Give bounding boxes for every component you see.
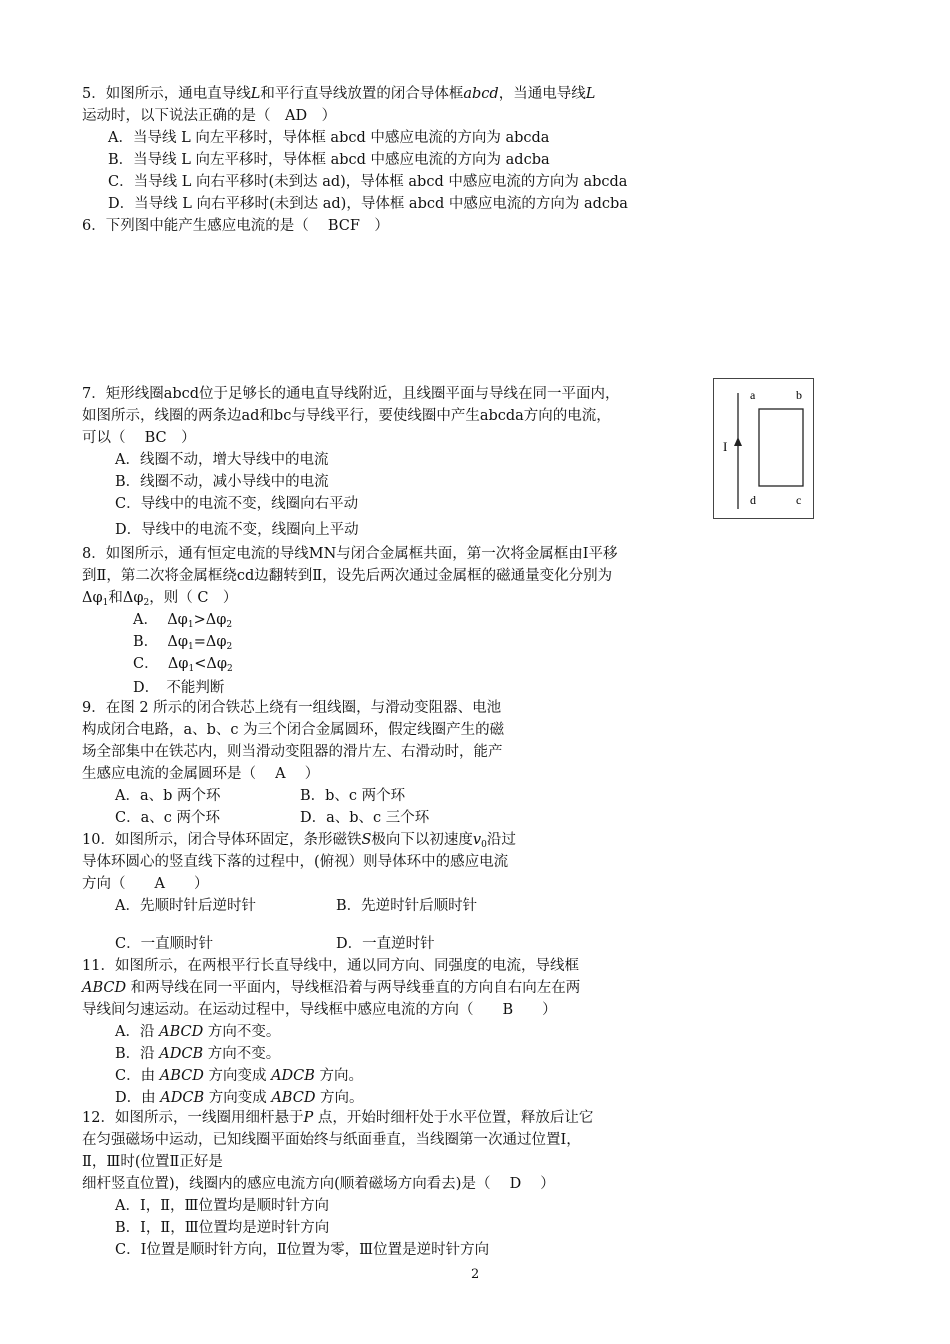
phi-symbol: Δφ [206,656,227,672]
label-b: b [796,388,802,402]
var-S: S [361,832,372,848]
q7-option-d: D．导线中的电流不变，线圈向上平动 [115,522,359,538]
q10-option-c: C．一直顺时针 [115,936,214,952]
phi-symbol: 和Δφ [108,590,144,606]
q9-option-b: B．b、c 两个环 [300,788,406,804]
q5-stem-line1 [82,84,595,104]
q7-option-b: B．线圈不动，减小导线中的电流 [115,474,329,490]
q11-option-a [115,1022,280,1042]
q9-stem-line4: 生感应电流的金属圆环是（ A ） [82,766,320,782]
q7-option-a: A．线圈不动，增大导线中的电流 [115,452,329,468]
relation: < [194,656,207,672]
var-ABCD: ABCD [82,980,127,996]
q7-stem-line3: 可以（ BC ） [82,430,196,446]
option-label: A． [133,612,158,628]
q10-stem-text: 沿过 [486,832,516,848]
phi-symbol: Δφ [205,612,227,628]
q12-stem-line2: 在匀强磁场中运动，已知线圈平面始终与纸面垂直，当线圈第一次通过位置Ⅰ， [82,1132,581,1148]
label-c: c [796,493,802,507]
option-text: A．沿 [115,1024,160,1040]
option-label: C． [133,656,159,672]
option-text: 方向。 [315,1090,364,1106]
q12-stem-line4: 细杆竖直位置)，线圈内的感应电流方向(顺着磁场方向看去)是（ D ） [82,1176,555,1192]
q12-stem-text: 点，开始时细杆处于水平位置，释放后让它 [313,1110,594,1126]
subscript: 2 [226,620,233,630]
option-text: D．由 [115,1090,161,1106]
q11-option-b [115,1044,280,1064]
q9-stem-line2: 构成闭合电路，a、b、c 为三个闭合金属圆环，假定线圈产生的磁 [82,722,505,738]
q7-stem-line1: 7．矩形线圈abcd位于足够长的通电直导线附近，且线圈平面与导线在同一平面内， [82,386,620,402]
q12-option-a: A．Ⅰ，Ⅱ，Ⅲ位置均是顺时针方向 [115,1198,330,1214]
q10-stem-text: 10．如图所示，闭合导体环固定，条形磁铁 [82,832,362,848]
q8-option-d: D． 不能判断 [133,680,225,696]
q11-stem-line1: 11．如图所示，在两根平行长直导线中，通以同方向、同强度的电流，导线框 [82,958,579,974]
phi-symbol: Δφ [167,634,188,650]
q5-option-d: D．当导线 L 向右平移时(未到达 ad)，导体框 abcd 中感应电流的方向为 adcba [108,196,628,212]
q8-stem-line1: 8．如图所示，通有恒定电流的导线MN与闭合金属框共面，第一次将金属框由Ⅰ平移 [82,546,618,562]
var-P: P [303,1110,314,1126]
option-label: B． [133,634,159,650]
option-var: ABCD [271,1090,316,1106]
q11-option-c [115,1066,363,1086]
option-var: ADCB [160,1090,205,1106]
phi-symbol: Δφ [167,612,188,628]
var-v: v [472,832,482,848]
label-a: a [750,388,756,402]
q5-stem-text: ，当通电导线 [498,86,586,102]
option-text: 方向变成 [204,1090,272,1106]
q7-figure [713,378,814,519]
q12-option-b: B．Ⅰ，Ⅱ，Ⅲ位置均是逆时针方向 [115,1220,330,1236]
q9-option-d: D．a、b、c 三个环 [300,810,430,826]
subscript: 1 [187,620,194,630]
current-arrow-icon [734,437,742,446]
q10-option-b: B．先逆时针后顺时针 [336,898,478,914]
relation: > [193,612,206,628]
subscript: 2 [226,664,233,674]
option-text: B．沿 [115,1046,160,1062]
q9-option-c: C．a、c 两个环 [115,810,220,826]
q5-stem-text: 和平行直导线放置的闭合导体框 [260,86,464,102]
phi-symbol: Δφ [82,590,103,606]
q5-option-c: C．当导线 L 向右平移时(未到达 ad)，导体框 abcd 中感应电流的方向为 abcda [108,174,628,190]
subscript: 0 [481,840,487,850]
q10-option-a: A．先顺时针后逆时针 [115,898,256,914]
option-var: ABCD [159,1068,204,1084]
q6-stem: 6．下列图中能产生感应电流的是（ BCF ） [82,218,389,234]
q11-stem-line2 [82,978,580,998]
q12-stem-line3: Ⅱ，Ⅲ时(位置Ⅱ正好是 [82,1154,223,1170]
q7-stem-line2: 如图所示，线圈的两条边ad和bc与导线平行，要使线圈中产生abcda方向的电流， [82,408,611,424]
q5-stem-line2: 运动时，以下说法正确的是（ AD ） [82,108,337,124]
q10-stem-text: 极向下以初速度 [371,832,473,848]
phi-symbol: Δφ [205,634,227,650]
q12-option-c: C．Ⅰ位置是顺时针方向，Ⅱ位置为零，Ⅲ位置是逆时针方向 [115,1242,490,1258]
q7-figure-diagram [714,379,813,518]
q10-stem-line3: 方向（ A ） [82,876,209,892]
subscript: 1 [188,664,195,674]
q5-var-L: L [250,86,261,102]
label-current-I: I [723,439,728,454]
q11-option-d [115,1088,364,1108]
q9-option-a: A．a、b 两个环 [115,788,221,804]
option-text: 方向不变。 [203,1024,281,1040]
option-text: 方向变成 [203,1068,272,1084]
q5-var-L: L [585,86,596,102]
q8-answer: ，则（ C ） [149,590,238,606]
q8-option-c [133,654,233,679]
option-text: C．由 [115,1068,160,1084]
page-number: 2 [471,1267,480,1282]
subscript: 2 [226,642,233,652]
option-text: 方向。 [314,1068,364,1084]
q7-option-c: C．导线中的电流不变，线圈向右平动 [115,496,359,512]
q11-stem-text: 和两导线在同一平面内，导线框沿着与两导线垂直的方向自右向左在两 [126,980,581,996]
subscript: 1 [188,642,194,652]
q12-stem-line1 [82,1108,593,1128]
q8-stem-line2: 到Ⅱ，第二次将金属框绕cd边翻转到Ⅱ，设先后两次通过金属框的磁通量变化分别为 [82,568,613,584]
option-var: ABCD [159,1024,204,1040]
option-text: 方向不变。 [203,1046,281,1062]
q10-option-d: D．一直逆时针 [336,936,435,952]
option-var: ADCB [271,1068,315,1084]
q5-var-abcd: abcd [463,86,499,102]
q9-stem-line1: 9．在图 2 所示的闭合铁芯上绕有一组线圈，与滑动变阻器、电池 [82,700,502,716]
q5-option-b: B．当导线 L 向左平移时，导体框 abcd 中感应电流的方向为 adcba [108,152,550,168]
q9-stem-line3: 场全部集中在铁芯内，则当滑动变阻器的滑片左、右滑动时，能产 [82,744,503,760]
q12-stem-text: 12．如图所示，一线圈用细杆悬于 [82,1110,304,1126]
q5-option-a: A．当导线 L 向左平移时，导体框 abcd 中感应电流的方向为 abcda [108,130,550,146]
subscript: 2 [143,598,150,608]
phi-symbol: Δφ [167,656,189,672]
coil-rectangle [759,409,803,486]
q5-stem-text: 5．如图所示，通电直导线 [82,86,251,102]
label-d: d [750,493,756,507]
q11-stem-line3: 导线间匀速运动。在运动过程中，导线框中感应电流的方向（ B ） [82,1002,557,1018]
subscript: 1 [102,598,109,608]
q10-stem-line2: 导体环圆心的竖直线下落的过程中，(俯视）则导体环中的感应电流 [82,854,509,870]
option-var: ADCB [159,1046,204,1062]
relation: = [193,634,206,650]
